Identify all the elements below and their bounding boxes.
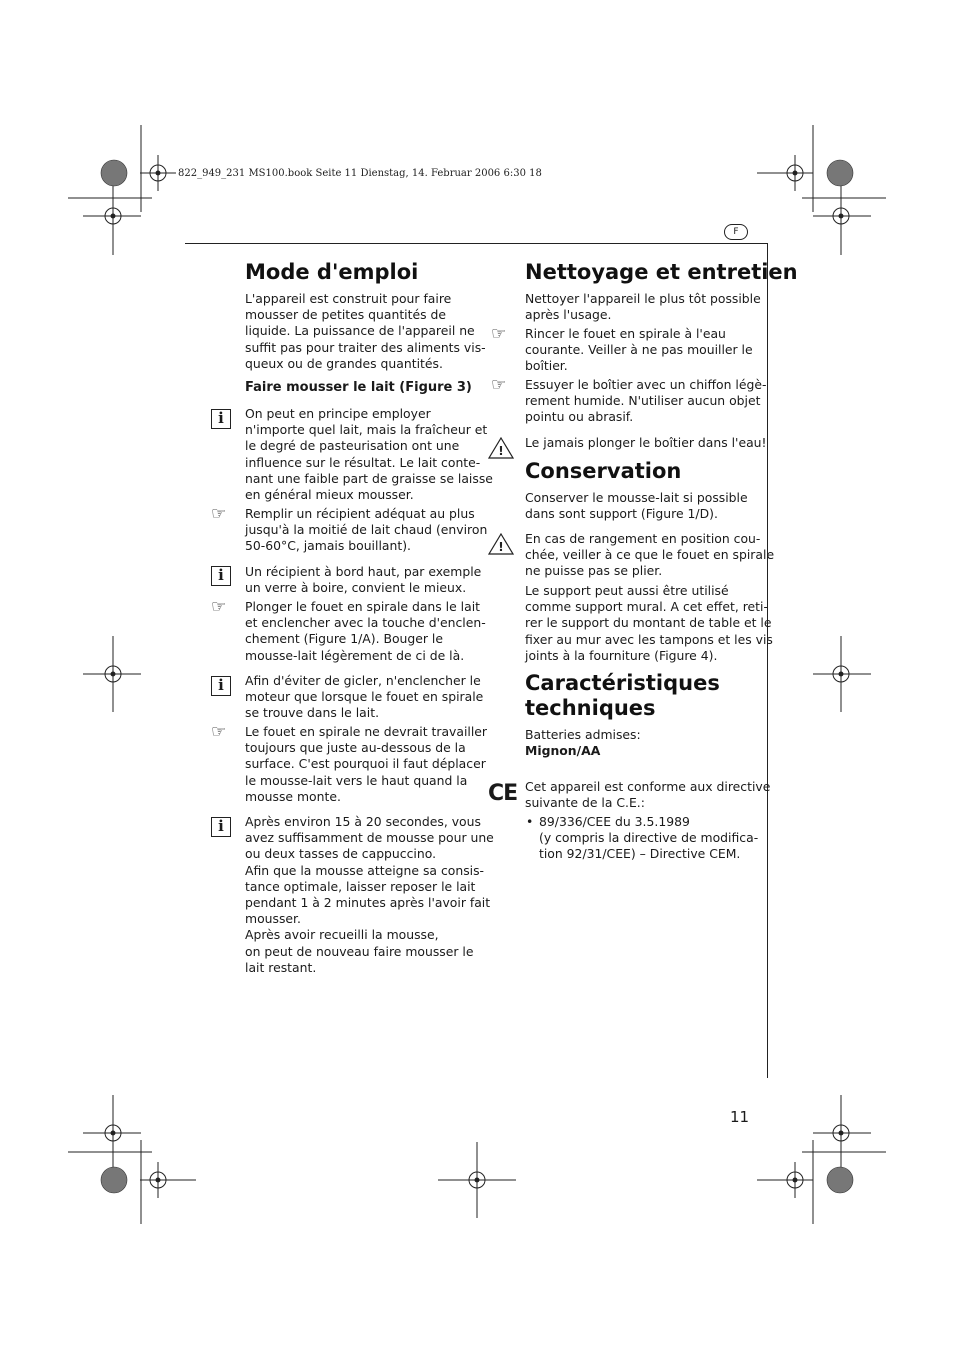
title-conservation: Conservation — [525, 459, 682, 483]
title-mode-emploi: Mode d'emploi — [245, 260, 419, 284]
clean-step-wipe: Essuyer le boîtier avec un chiffon légè- rement humide. N'utiliser aucun objet pointu ou abrasif. — [525, 377, 767, 425]
cleaning-intro: Nettoyer l'appareil le plus tôt possible après l'usage. — [525, 291, 761, 323]
hand-pointer-icon: ☞ — [491, 324, 507, 344]
ce-directive-item: 89/336/CEE du 3.5.1989 (y compris la directive de modifica- tion 92/31/CEE) – Directive CEM. — [539, 814, 759, 862]
title-nettoyage: Nettoyage et entretien — [525, 260, 798, 284]
subheading-faire-mousser: Faire mousser le lait (Figure 3) — [245, 380, 472, 395]
hand-pointer-icon: ☞ — [211, 722, 227, 742]
hand-pointer-icon: ☞ — [211, 504, 227, 524]
info-icon: i — [211, 566, 231, 586]
svg-text:!: ! — [498, 540, 504, 554]
print-header: 822_949_231 MS100.book Seite 11 Dienstag, 14. Februar 2006 6:30 18 — [178, 168, 542, 179]
intro-paragraph: L'appareil est construit pour faire mousser de petites quantités de liquide. La puissance de l'appareil ne suffit pas pour traiter des aliments vis- queux ou de grandes quantités. — [245, 291, 486, 371]
ce-mark-icon: CE — [488, 781, 518, 806]
note-container-type: Un récipient à bord haut, par exemple un verre à boire, convient le mieux. — [245, 564, 482, 596]
conservation-wall-mount: Le support peut aussi être utilisé comme support mural. A cet effet, reti- rer le support du montant de table et le fixer au mur avec les tampons et les vis joints à la fourniture (Figure 4). — [525, 583, 773, 663]
clean-step-rinse: Rincer le fouet en spirale à l'eau courante. Veiller à ne pas mouiller le boîtier. — [525, 326, 753, 374]
warning-icon — [488, 437, 514, 459]
hand-pointer-icon: ☞ — [491, 375, 507, 395]
info-icon: i — [211, 817, 231, 837]
language-tab: F — [724, 224, 748, 240]
note-milk-type: On peut en principe employer n'importe quel lait, mais la fraîcheur et le degré de pasteurisation ont une influence sur le résultat. Le lait conte- nant une faible part de graisse se laisse en général mieux mousser. — [245, 406, 493, 503]
warning-never-immerse: Le jamais plonger le boîtier dans l'eau! — [525, 435, 767, 450]
ce-conformity-text: Cet appareil est conforme aux directive suivante de la C.E.: — [525, 779, 771, 811]
top-rule — [185, 243, 768, 244]
batteries-spec — [525, 727, 641, 759]
svg-text:!: ! — [498, 444, 504, 458]
batteries-value: Mignon/AA — [525, 743, 601, 759]
step-plunge-whisk: Plonger le fouet en spirale dans le lait et enclencher avec la touche d'enclen- chement (Figure 1/A). Bouger le mousse-lait légèrement de ci de là. — [245, 599, 486, 663]
warning-horizontal-storage: En cas de rangement en position cou- chée, veiller à ce que le fouet en spirale ne puisse pas se plier. — [525, 531, 775, 579]
info-icon: i — [211, 676, 231, 696]
warning-icon — [488, 533, 514, 555]
batteries-label: Batteries admises: — [525, 727, 641, 742]
conservation-intro: Conserver le mousse-lait si possible dans sont support (Figure 1/D). — [525, 490, 748, 522]
title-specs: Caractéristiques techniques — [525, 671, 720, 720]
note-avoid-splash: Afin d'éviter de gicler, n'enclencher le moteur que lorsque le fouet en spirale se trouve dans le lait. — [245, 673, 484, 721]
hand-pointer-icon: ☞ — [211, 597, 227, 617]
step-whisk-surface: Le fouet en spirale ne devrait travailler toujours que juste au-dessous de la surface. C'est pourquoi il faut déplacer le mousse-lait vers le haut quand la mousse monte. — [245, 724, 488, 804]
step-fill-container: Remplir un récipient adéquat au plus jusqu'à la moitié de lait chaud (environ 50-60°C, jamais bouillant). — [245, 506, 488, 554]
list-bullet: • — [526, 814, 534, 829]
note-foam-time: Après environ 15 à 20 secondes, vous avez suffisamment de mousse pour une ou deux tasses de cappuccino. Afin que la mousse atteigne sa consis- tance optimale, laisser reposer le lait pendant 1 à 2 minutes après l'avoir fait mousser. Après avoir recueilli la mousse, on peut de nouveau faire mousser le lait restant. — [245, 814, 494, 975]
info-icon: i — [211, 409, 231, 429]
page-number: 11 — [730, 1108, 750, 1126]
